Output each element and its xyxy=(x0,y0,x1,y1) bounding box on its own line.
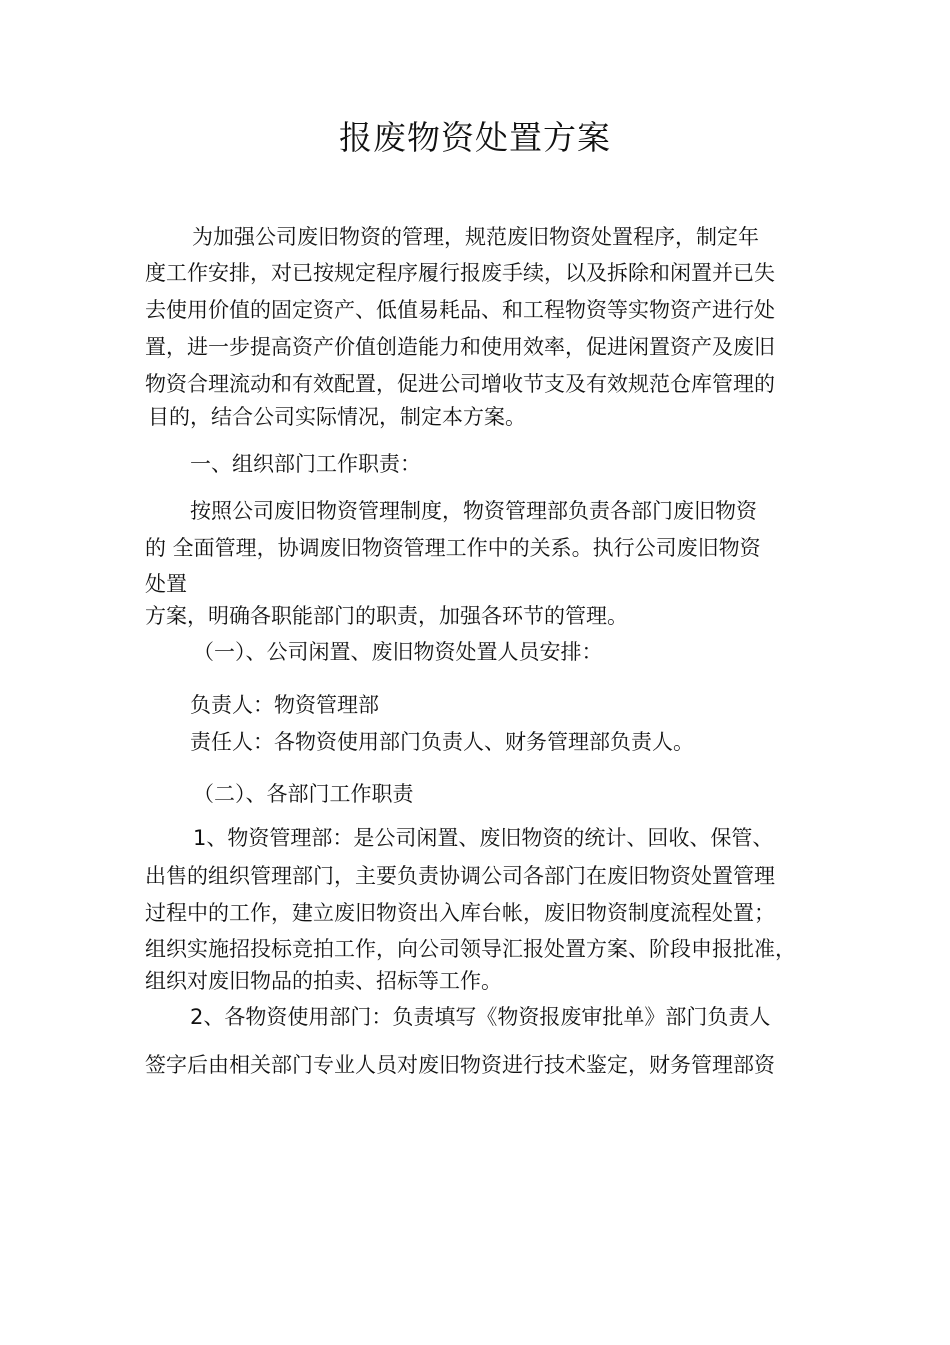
section-1-paragraph-line: 的 全面管理，协调废旧物资管理工作中的关系。执行公司废旧物资 xyxy=(145,536,761,560)
duty-item-1-line: 组织对废旧物品的拍卖、招标等工作。 xyxy=(145,969,502,993)
subsection-heading-2: （二）、各部门工作职责 xyxy=(193,782,414,806)
accountable-person-line: 责任人：各物资使用部门负责人、财务管理部负责人。 xyxy=(190,730,694,754)
intro-paragraph-line: 为加强公司废旧物资的管理，规范废旧物资处置程序，制定年 xyxy=(192,225,759,249)
section-heading-1: 一、组织部门工作职责： xyxy=(190,452,421,476)
intro-paragraph-line: 置，进一步提高资产价值创造能力和使用效率，促进闲置资产及废旧 xyxy=(145,335,775,359)
duty-item-1-line: 组织实施招投标竞拍工作，向公司领导汇报处置方案、阶段申报批准， xyxy=(145,937,796,961)
duty-item-1-line: 出售的组织管理部门，主要负责协调公司各部门在废旧物资处置管理 xyxy=(145,864,775,888)
section-1-paragraph-line: 处置 xyxy=(145,572,187,596)
duty-item-1-line: 1、物资管理部：是公司闲置、废旧物资的统计、回收、保管、 xyxy=(193,826,774,850)
intro-paragraph-line: 物资合理流动和有效配置，促进公司增收节支及有效规范仓库管理的 xyxy=(145,372,775,396)
subsection-heading-1: （一）、公司闲置、废旧物资处置人员安排： xyxy=(193,640,603,664)
intro-paragraph-line: 度工作安排，对已按规定程序履行报废手续，以及拆除和闲置并已失 xyxy=(145,261,775,285)
intro-paragraph-line: 去使用价值的固定资产、低值易耗品、和工程物资等实物资产进行处 xyxy=(145,298,775,322)
section-1-paragraph-line: 方案，明确各职能部门的职责，加强各环节的管理。 xyxy=(145,604,628,628)
section-1-paragraph-line: 按照公司废旧物资管理制度，物资管理部负责各部门废旧物资 xyxy=(190,499,757,523)
responsible-person-line: 负责人：物资管理部 xyxy=(190,693,379,717)
duty-item-2-line: 签字后由相关部门专业人员对废旧物资进行技术鉴定，财务管理部资 xyxy=(145,1053,775,1077)
duty-item-1-line: 过程中的工作，建立废旧物资出入库台帐，废旧物资制度流程处置； xyxy=(145,901,775,925)
intro-paragraph-line: 目的，结合公司实际情况，制定本方案。 xyxy=(148,405,526,429)
duty-item-2-line: 2、各物资使用部门：负责填写《物资报废审批单》部门负责人 xyxy=(190,1005,771,1029)
document-title: 报废物资处置方案 xyxy=(339,118,611,157)
